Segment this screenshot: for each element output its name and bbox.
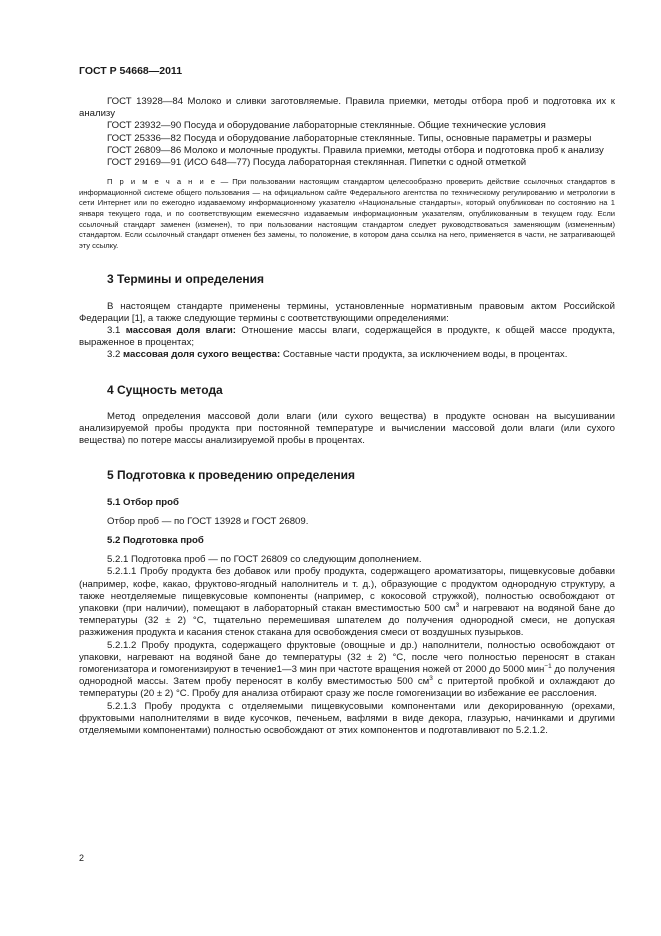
superscript: 3 xyxy=(455,601,460,609)
term-1 xyxy=(79,325,615,349)
superscript: −1 xyxy=(544,662,552,670)
subsection-5-2-title: 5.2 Подготовка проб xyxy=(107,535,204,547)
ref-item: ГОСТ 13928—84 Молоко и сливки заготовляемые. Правила приемки, методы отбора проб и подготовка их к анализу xyxy=(79,96,615,120)
section-3-intro: В настоящем стандарте применены термины, установленные нормативным правовым актом Российской Федерации [1], а также следующие термины с соответствующими определениями: xyxy=(79,300,615,324)
section-4-text: Метод определения массовой доли влаги (или сухого вещества) в продукте основан на высушивании анализируемой пробы продукта при постоянной температуре и вычислении массовой доли влаги (или сухого вещества) по потере массы анализируемой пробы в процентах. xyxy=(79,410,615,447)
clause-5-2-1-2 xyxy=(79,640,615,701)
term-2 xyxy=(79,349,615,361)
clause-5-2-1-1 xyxy=(79,566,615,639)
section-3-title: 3 Термины и определения xyxy=(107,272,265,287)
note-label: П р и м е ч а н и е xyxy=(107,177,217,187)
term-2-name: массовая доля сухого вещества: xyxy=(123,349,281,361)
subsection-5-1-text: Отбор проб — по ГОСТ 13928 и ГОСТ 26809. xyxy=(107,515,309,527)
clause-text: 5.2.1.1 Пробу продукта без добавок или пробу продукта, содержащего ароматизаторы, пищевкусовые добавки (например, кофе, какао, фруктово-ягодный наполнитель и т. д.), образующие с продуктом однородную структуру, а также неотделяемые пищевкусовые компоненты (например, с кокосовой стружкой), полностью освобождают от упаковки (при наличии), помещают в лабораторный стакан вместимостью 500 см xyxy=(79,566,615,615)
ref-item: ГОСТ 23932—90 Посуда и оборудование лабораторные стеклянные. Общие технические условия xyxy=(107,120,546,132)
document-header: ГОСТ Р 54668—2011 xyxy=(79,65,183,77)
ref-item: ГОСТ 29169—91 (ИСО 648—77) Посуда лабораторная стеклянная. Пипетки с одной отметкой xyxy=(107,157,527,169)
term-1-name: массовая доля влаги: xyxy=(125,324,236,336)
term-1-number: 3.1 xyxy=(107,324,126,336)
section-4-title: 4 Сущность метода xyxy=(107,382,223,397)
clause-text: 5.2.1.2 Пробу продукта, содержащего фруктовые (овощные и др.) наполнители, полностью освобождают от упаковки, нагревают на водяной бане до температуры (32 ± 2) °С, после чего полностью переносят в стакан гомогенизатора и гомогенизируют в течение1—3 мин при частоте вращения ножей от 2000 до 5000 мин xyxy=(79,639,615,676)
clause-text: до получения однородной массы. Затем пробу переносят в колбу вместимостью 500 см xyxy=(79,664,615,688)
clause-text: с притертой пробкой и охлаждают до температуры (20 ± 2) °С. Пробу для анализа отбирают сразу же после гомогенизации во избежание ее расслоения. xyxy=(79,676,615,700)
superscript: 3 xyxy=(429,675,433,683)
clause-5-2-1-3: 5.2.1.3 Пробу продукта с отделяемыми пищевкусовыми компонентами или декорированную (орехами, фруктовыми наполнителями в виде кусочков, печеньем, вафлями в виде декора, глазурью, начинками и другими отделяемыми компонентами) полностью освобождают от этих компонентов и подготавливают по 5.2.1.2. xyxy=(79,700,615,737)
ref-item: ГОСТ 26809—86 Молоко и молочные продукты. Правила приемки, методы отбора и подготовка проб к анализу xyxy=(107,144,604,156)
subsection-5-1-title: 5.1 Отбор проб xyxy=(107,496,179,508)
document-body xyxy=(79,96,615,737)
clause-text: и нагревают на водяной бане до температуры (32 ± 2) °С, тщательно перемешивая шпателем до получения однородной смеси, не допуская разжижения продукта и касания стенок стакана для освобождения смеси от воздушных пузырьков. xyxy=(79,603,615,639)
term-1-definition: Отношение массы влаги, содержащейся в продукте, к общей массе продукта, выраженное в процентах; xyxy=(79,324,615,349)
section-5-title: 5 Подготовка к проведению определения xyxy=(107,468,356,483)
term-2-number: 3.2 xyxy=(107,349,124,361)
note xyxy=(79,177,615,251)
page-number: 2 xyxy=(79,853,85,863)
note-text: — При пользовании настоящим стандартом целесообразно проверить действие ссылочных стандартов в информационной системе общего пользования — на официальном сайте Федерального агентства по техническому регулированию и метрологии в сети Интернет или по ежегодно издаваемому информационному указателю «Национальные стандарты», который опубликован по состоянию на 1 января текущего года, и по соответствующим ежемесячно издаваемым информационным указателям, опубликованным в текущем году. Если ссылочный стандарт заменен (изменен), то при пользовании настоящим стандартом следует руководствоваться заменяющим (измененным) стандартом. Если ссылочный стандарт отменен без замены, то положение, в котором дана ссылка на него, применяется в части, не затрагивающей эту ссылку. xyxy=(79,177,615,250)
clause-5-2-1: 5.2.1 Подготовка проб — по ГОСТ 26809 со следующим дополнением. xyxy=(107,554,422,566)
term-2-definition: Составные части продукта, за исключением воды, в процентах. xyxy=(280,349,568,361)
ref-item: ГОСТ 25336—82 Посуда и оборудование лабораторные стеклянные. Типы, основные параметры и размеры xyxy=(107,132,592,144)
